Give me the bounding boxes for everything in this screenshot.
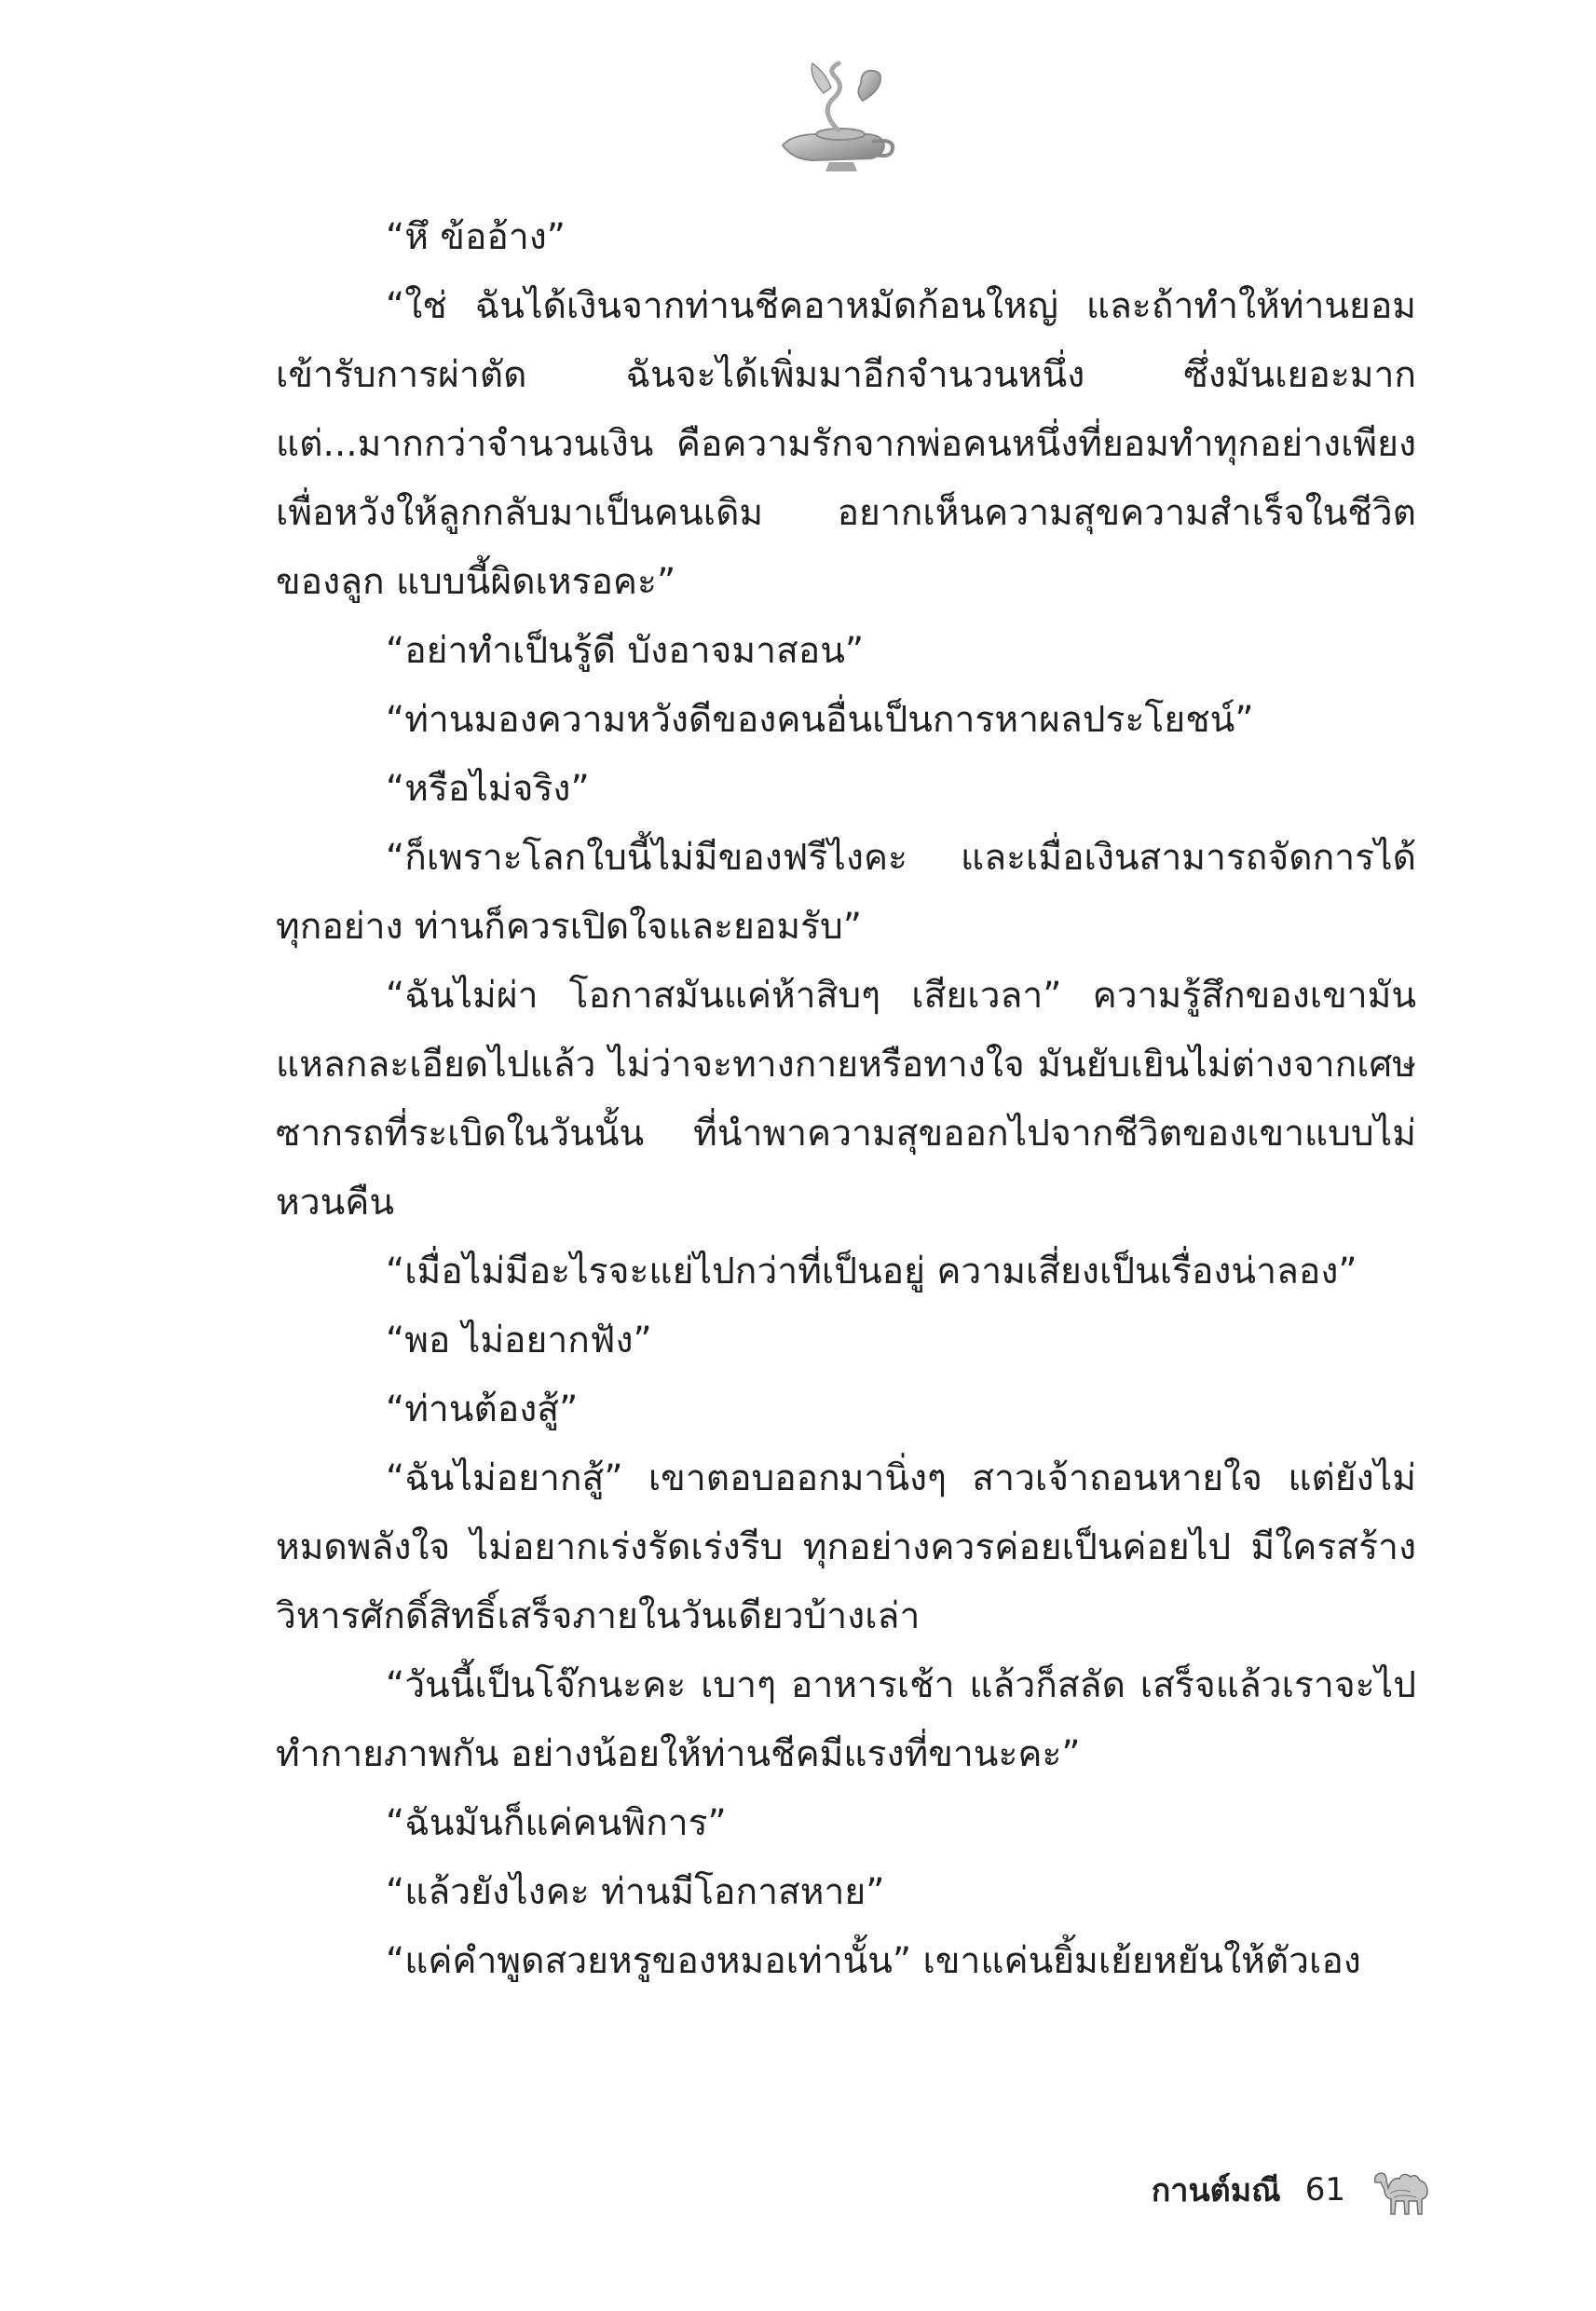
paragraph: “พอ ไม่อยากฟัง” [386,1320,652,1361]
paragraph: “แค่คำพูดสวยหรูของหมอเท่านั้น” เขาแค่นยิ้มเย้ยหยันให้ตัวเอง [386,1940,1361,1982]
paragraph: “ฉันไม่ผ่า โอกาสมันแค่ห้าสิบๆ เสียเวลา” ความรู้สึกของเขามันแหลกละเอียดไปแล้ว ไม่ว่าจะทางกายหรือทางใจ มันยับเยินไม่ต่างจากเศษซากรถที่ระเบิดในวันนั้น ที่นำพาความสุขออกไปจากชีวิตของเขาแบบไม่หวนคืน [276,975,1416,1224]
page-number: 61 [1304,2171,1345,2208]
paragraph: “อย่าทำเป็นรู้ดี บังอาจมาสอน” [386,630,865,672]
paragraph: “ฉันไม่อยากสู้” เขาตอบออกมานิ่งๆ สาวเจ้าถอนหายใจ แต่ยังไม่หมดพลังใจ ไม่อยากเร่งรัดเร่งรีบ ทุกอย่างควรค่อยเป็นค่อยไป มีใครสร้างวิหารศักดิ์สิทธิ์เสร็จภายในวันเดียวบ้างเล่า [276,1457,1416,1637]
paragraph: “เมื่อไม่มีอะไรจะแย่ไปกว่าที่เป็นอยู่ ความเสี่ยงเป็นเรื่องน่าลอง” [386,1251,1357,1292]
body-text [276,203,1416,1996]
paragraph: “หึ ข้ออ้าง” [386,216,566,258]
paragraph: “ฉันมันก็แค่คนพิการ” [386,1802,727,1844]
page-footer [1099,2153,1435,2227]
book-title: กานต์มณี [1151,2172,1281,2209]
paragraph: “หรือไม่จริง” [386,768,590,810]
paragraph: “วันนี้เป็นโจ๊กนะคะ เบาๆ อาหารเช้า แล้วก็สลัด เสร็จแล้วเราจะไปทำกายภาพกัน อย่างน้อยให้ท่านชีคมีแรงที่ขานะคะ” [276,1664,1416,1775]
paragraph: “แล้วยังไงคะ ท่านมีโอกาสหาย” [386,1871,885,1913]
paragraph: “ก็เพราะโลกใบนี้ไม่มีของฟรีไงคะ และเมื่อเงินสามารถจัดการได้ทุกอย่าง ท่านก็ควรเปิดใจและยอมรับ” [276,837,1416,948]
paragraph: “ท่านมองความหวังดีของคนอื่นเป็นการหาผลประโยชน์” [386,699,1254,741]
lamp-ornament-icon [764,56,904,177]
camel-icon [1370,2160,1435,2220]
paragraph: “ท่านต้องสู้” [386,1388,579,1430]
paragraph: “ใช่ ฉันได้เงินจากท่านชีคอาหมัดก้อนใหญ่ และถ้าทำให้ท่านยอมเข้ารับการผ่าตัด ฉันจะได้เพิ่มมาอีกจำนวนหนึ่ง ซึ่งมันเยอะมาก แต่...มากกว่าจำนวนเงิน คือความรักจากพ่อคนหนึ่งที่ยอมทำทุกอย่างเพียงเพื่อหวังให้ลูกกลับมาเป็นคนเดิม อยากเห็นความสุขความสำเร็จในชีวิตของลูก แบบนี้ผิดเหรอคะ” [276,285,1416,603]
